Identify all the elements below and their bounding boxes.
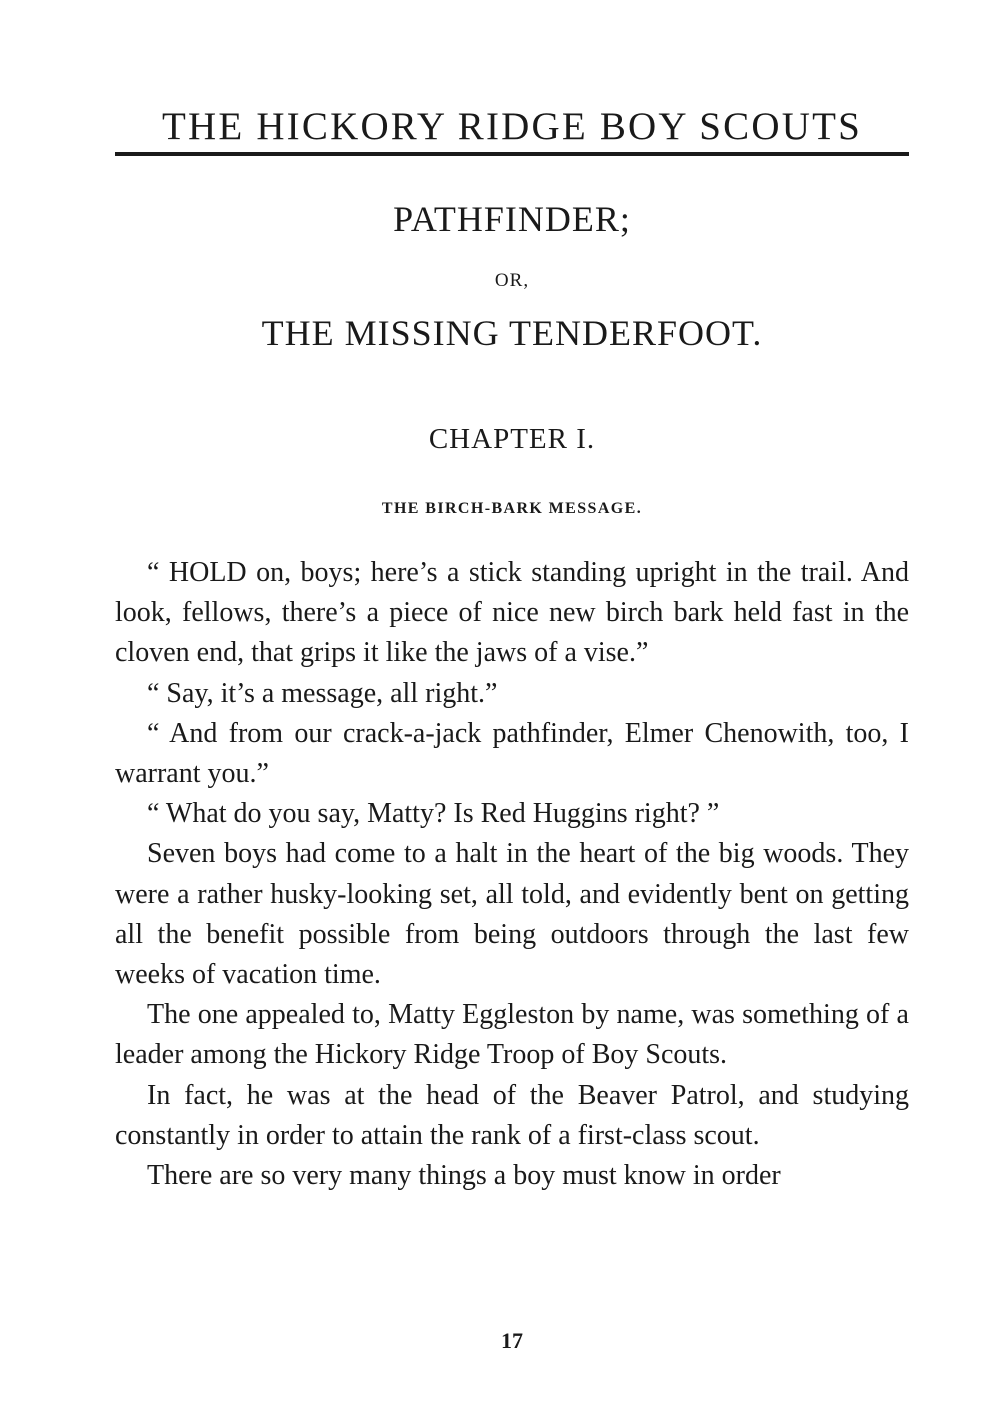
body-paragraph: There are so very many things a boy must know in order xyxy=(147,1160,781,1192)
chapter-body xyxy=(115,553,909,1196)
book-title: PATHFINDER; xyxy=(393,199,631,239)
body-paragraph: “ Say, it’s a message, all right.” xyxy=(147,677,498,709)
body-paragraph: The one appealed to, Matty Eggleston by name, was something of a leader among the Hickory Ridge Troop of Boy Scouts. xyxy=(115,999,909,1071)
book-page xyxy=(115,0,909,1422)
body-paragraph: “ And from our crack-a-jack pathfinder, Elmer Chenowith, too, I warrant you.” xyxy=(115,717,909,790)
body-paragraph: “ HOLD on, boys; here’s a stick standing upright in the trail. And look, fellows, there’s a piece of nice new birch bark held fast in the cloven end, that grips it like the jaws of a vise.” xyxy=(115,557,909,669)
chapter-heading: THE BIRCH-BARK MESSAGE. xyxy=(381,500,643,517)
body-paragraph: In fact, he was at the head of the Beaver Patrol, and studying constantly in order to attain the rank of a first-class scout. xyxy=(115,1079,909,1151)
page-number: 17 xyxy=(501,1328,523,1353)
body-paragraph: “ What do you say, Matty? Is Red Huggins right? ” xyxy=(147,798,720,830)
title-connector: OR, xyxy=(494,270,530,291)
book-subtitle: THE MISSING TENDERFOOT. xyxy=(261,313,763,353)
running-head: THE HICKORY RIDGE BOY SCOUTS xyxy=(161,105,863,148)
chapter-number: CHAPTER I. xyxy=(428,423,596,455)
running-head-rule xyxy=(115,152,909,156)
body-paragraph: Seven boys had come to a halt in the heart of the big woods. They were a rather husky-looking set, all told, and evidently bent on getting all the benefit possible from being outdoors through the last few weeks of vacation time. xyxy=(115,838,909,991)
